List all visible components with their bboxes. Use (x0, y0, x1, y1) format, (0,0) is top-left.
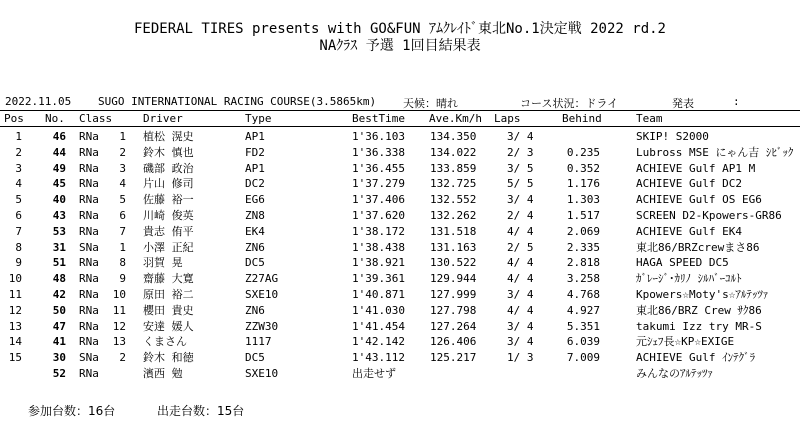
cell-driver: 羽賀 晃 (143, 256, 183, 270)
cell-driver: 小澤 正紀 (143, 240, 194, 254)
cell-besttime: 1'38.438 (352, 240, 405, 254)
starters-count: 出走台数：15台 (157, 404, 245, 418)
cell-behind: 4.768 (566, 287, 600, 301)
cell-avg: 127.264 (430, 319, 477, 333)
cell-behind: 0.235 (566, 145, 600, 159)
cell-behind: 1.517 (566, 208, 600, 222)
course-name: SUGO INTERNATIONAL RACING COURSE(3.5865km) (98, 95, 377, 108)
results-subtitle: NAｸﾗｽ 予選 1回目結果表 (319, 38, 481, 54)
cell-type: ZN8 (245, 208, 265, 222)
cell-team: ACHIEVE Gulf AP1 M (636, 161, 756, 175)
cell-avg: 126.406 (430, 335, 477, 349)
col-no: No. (45, 112, 65, 125)
cell-class: RNa (79, 366, 99, 380)
table-row (0, 241, 800, 257)
cell-class-pos: 2 (119, 145, 126, 159)
table-row (0, 256, 800, 272)
cell-team: みんなのｱﾙﾃｯﾂｧ (636, 366, 713, 380)
cell-laps: 4/ 4 (507, 256, 534, 270)
cell-type: ZN6 (245, 240, 265, 254)
cell-driver: 濱西 勉 (143, 366, 183, 380)
cell-driver: 櫻田 貴史 (143, 303, 194, 317)
cell-driver: 鈴木 慎也 (143, 145, 194, 159)
cell-type: SXE10 (245, 366, 279, 380)
cell-no: 52 (52, 366, 66, 380)
cell-type: DC5 (245, 256, 265, 270)
cell-no: 45 (52, 177, 66, 191)
cell-class: SNa (79, 240, 99, 254)
table-row (0, 193, 800, 209)
cell-pos: 3 (15, 161, 22, 175)
cell-class-pos: 1 (119, 130, 126, 143)
cell-avg: 131.518 (430, 224, 477, 238)
cell-avg: 127.798 (430, 303, 477, 317)
table-row (0, 146, 800, 162)
cell-class: SNa (79, 351, 99, 365)
cell-class-pos: 6 (119, 208, 126, 222)
weather: 天候：晴れ (403, 97, 458, 110)
cell-besttime: 1'42.142 (352, 335, 405, 349)
cell-laps: 4/ 4 (507, 303, 534, 317)
cell-class: RNa (79, 161, 99, 175)
cell-team: 元ｼｪﾌ長☆KP☆EXIGE (636, 335, 735, 349)
cell-no: 42 (52, 287, 66, 301)
cell-pos: 10 (8, 272, 22, 286)
cell-team: Kpowers☆Moty's☆ｱﾙﾃｯﾂｧ (636, 287, 769, 301)
col-laps: Laps (494, 112, 521, 125)
cell-behind: 3.258 (566, 272, 600, 286)
cell-pos: 4 (15, 177, 22, 191)
cell-type: DC2 (245, 177, 265, 191)
cell-avg: 131.163 (430, 240, 477, 254)
cell-class: RNa (79, 130, 99, 143)
cell-driver: 原田 裕二 (143, 287, 194, 301)
cell-class: RNa (79, 145, 99, 159)
column-header (0, 112, 800, 126)
cell-team: ｶﾞﾚｰｼﾞ･ｶﾘﾉ ｼﾙﾊﾞｰｺﾙﾄ (636, 272, 742, 286)
cell-class-pos: 11 (112, 303, 126, 317)
cell-no: 48 (52, 272, 66, 286)
table-row (0, 304, 800, 320)
cell-avg: 125.217 (430, 351, 477, 365)
table-row (0, 162, 800, 178)
track-condition: コース状況：ドライ (520, 97, 619, 110)
cell-no: 51 (52, 256, 66, 270)
cell-besttime: 1'40.871 (352, 287, 405, 301)
cell-class: RNa (79, 335, 99, 349)
cell-avg: 127.999 (430, 287, 477, 301)
cell-type: ZN6 (245, 303, 265, 317)
cell-type: AP1 (245, 161, 265, 175)
cell-laps: 4/ 4 (507, 272, 534, 286)
cell-besttime: 1'36.338 (352, 145, 405, 159)
cell-team: SCREEN D2-Kpowers-GR86 (636, 208, 782, 222)
cell-pos: 9 (15, 256, 22, 270)
cell-class: RNa (79, 319, 99, 333)
cell-class: RNa (79, 272, 99, 286)
cell-class: RNa (79, 256, 99, 270)
announcement-label: 発表 (672, 97, 694, 110)
cell-class-pos: 8 (119, 256, 126, 270)
cell-besttime: 1'36.103 (352, 130, 405, 143)
cell-pos: 8 (15, 240, 22, 254)
cell-behind: 2.069 (566, 224, 600, 238)
cell-behind: 7.009 (566, 351, 600, 365)
cell-no: 46 (52, 130, 66, 143)
col-type: Type (245, 112, 272, 125)
cell-class: RNa (79, 208, 99, 222)
cell-besttime: 1'39.361 (352, 272, 405, 286)
cell-driver: 貴志 侑平 (143, 224, 194, 238)
cell-laps: 1/ 3 (507, 351, 534, 365)
cell-besttime: 1'37.279 (352, 177, 405, 191)
cell-type: 1117 (245, 335, 272, 349)
cell-besttime: 1'36.455 (352, 161, 405, 175)
cell-no: 43 (52, 208, 66, 222)
cell-avg: 130.522 (430, 256, 477, 270)
cell-pos: 1 (15, 130, 22, 143)
col-driver: Driver (143, 112, 183, 125)
cell-laps: 5/ 5 (507, 177, 534, 191)
table-row (0, 367, 800, 383)
cell-avg: 134.022 (430, 145, 477, 159)
cell-avg: 133.859 (430, 161, 477, 175)
table-row (0, 177, 800, 193)
cell-no: 50 (52, 303, 66, 317)
cell-no: 49 (52, 161, 66, 175)
cell-besttime: 出走せず (352, 366, 396, 380)
cell-class-pos: 1 (119, 240, 126, 254)
cell-class: RNa (79, 177, 99, 191)
cell-avg: 129.944 (430, 272, 477, 286)
cell-behind: 1.176 (566, 177, 600, 191)
cell-class-pos: 13 (112, 335, 126, 349)
cell-type: DC5 (245, 351, 265, 365)
table-row (0, 335, 800, 351)
cell-pos: 2 (15, 145, 22, 159)
cell-driver: くまさん (143, 335, 187, 349)
cell-team: HAGA SPEED DC5 (636, 256, 729, 270)
cell-no: 44 (52, 145, 66, 159)
cell-behind: 2.818 (566, 256, 600, 270)
cell-behind: 1.303 (566, 193, 600, 207)
cell-pos: 5 (15, 193, 22, 207)
cell-team: SKIP! S2000 (636, 130, 709, 143)
cell-driver: 齋藤 大寛 (143, 272, 194, 286)
cell-type: Z27AG (245, 272, 279, 286)
cell-driver: 植松 滉史 (143, 130, 194, 143)
cell-type: FD2 (245, 145, 265, 159)
cell-pos: 7 (15, 224, 22, 238)
cell-besttime: 1'38.172 (352, 224, 405, 238)
cell-class-pos: 12 (112, 319, 126, 333)
cell-laps: 2/ 5 (507, 240, 534, 254)
col-team: Team (636, 112, 663, 125)
cell-no: 40 (52, 193, 66, 207)
cell-besttime: 1'37.406 (352, 193, 405, 207)
cell-behind: 5.351 (566, 319, 600, 333)
cell-class-pos: 9 (119, 272, 126, 286)
cell-team: ACHIEVE Gulf DC2 (636, 177, 742, 191)
event-date: 2022.11.05 (5, 95, 72, 108)
cell-driver: 安達 媛人 (143, 319, 194, 333)
cell-driver: 鈴木 和徳 (143, 351, 194, 365)
cell-laps: 3/ 4 (507, 335, 534, 349)
cell-driver: 磯部 政治 (143, 161, 194, 175)
cell-class: RNa (79, 287, 99, 301)
table-row (0, 130, 800, 146)
cell-team: 東北86/BRZcrewまさ86 (636, 240, 760, 254)
col-avg: Ave.Km/h (429, 112, 482, 125)
cell-laps: 3/ 5 (507, 161, 534, 175)
cell-class-pos: 4 (119, 177, 126, 191)
table-row (0, 209, 800, 225)
cell-behind: 6.039 (566, 335, 600, 349)
cell-pos: 13 (8, 319, 22, 333)
table-row (0, 320, 800, 336)
cell-no: 31 (52, 240, 66, 254)
col-behind: Behind (562, 112, 602, 125)
table-row (0, 351, 800, 367)
header-top-rule (0, 110, 800, 111)
cell-laps: 3/ 4 (507, 319, 534, 333)
cell-laps: 3/ 4 (507, 193, 534, 207)
announcement-time: : (733, 95, 740, 108)
cell-no: 41 (52, 335, 66, 349)
cell-no: 30 (52, 351, 66, 365)
cell-class-pos: 10 (112, 287, 126, 301)
cell-no: 47 (52, 319, 66, 333)
cell-laps: 2/ 3 (507, 145, 534, 159)
cell-no: 53 (52, 224, 66, 238)
cell-laps: 3/ 4 (507, 130, 534, 143)
cell-behind: 2.335 (566, 240, 600, 254)
cell-team: ACHIEVE Gulf ｲﾝﾃｸﾞﾗ (636, 351, 756, 365)
cell-besttime: 1'41.030 (352, 303, 405, 317)
cell-driver: 佐藤 裕一 (143, 193, 194, 207)
cell-team: takumi Izz try MR-S (636, 319, 762, 333)
cell-class-pos: 3 (119, 161, 126, 175)
cell-besttime: 1'43.112 (352, 351, 405, 365)
cell-pos: 15 (8, 351, 22, 365)
cell-pos: 12 (8, 303, 22, 317)
cell-type: EK4 (245, 224, 265, 238)
cell-laps: 2/ 4 (507, 208, 534, 222)
cell-class-pos: 5 (119, 193, 126, 207)
cell-avg: 134.350 (430, 130, 477, 143)
table-row (0, 288, 800, 304)
cell-besttime: 1'37.620 (352, 208, 405, 222)
cell-team: Lubross MSE にゃん吉 ｼﾋﾞｯｸ (636, 145, 794, 159)
cell-type: EG6 (245, 193, 265, 207)
table-row (0, 225, 800, 241)
results-table (0, 130, 800, 383)
cell-driver: 川崎 俊英 (143, 208, 194, 222)
cell-class-pos: 2 (119, 351, 126, 365)
cell-besttime: 1'41.454 (352, 319, 405, 333)
cell-class: RNa (79, 224, 99, 238)
col-pos: Pos (4, 112, 24, 125)
cell-pos: 6 (15, 208, 22, 222)
cell-avg: 132.725 (430, 177, 477, 191)
entries-count: 参加台数：16台 (28, 404, 116, 418)
cell-class: RNa (79, 303, 99, 317)
cell-team: ACHIEVE Gulf EK4 (636, 224, 742, 238)
table-row (0, 272, 800, 288)
cell-laps: 4/ 4 (507, 224, 534, 238)
cell-besttime: 1'38.921 (352, 256, 405, 270)
cell-type: SXE10 (245, 287, 279, 301)
header-bottom-rule (0, 126, 800, 127)
cell-type: ZZW30 (245, 319, 279, 333)
cell-avg: 132.262 (430, 208, 477, 222)
cell-class-pos: 7 (119, 224, 126, 238)
cell-behind: 0.352 (566, 161, 600, 175)
cell-behind: 4.927 (566, 303, 600, 317)
col-class: Class (79, 112, 113, 125)
cell-pos: 11 (8, 287, 22, 301)
cell-team: 東北86/BRZ Crew ｻｸ86 (636, 303, 762, 317)
cell-pos: 14 (8, 335, 22, 349)
cell-type: AP1 (245, 130, 265, 143)
col-besttime: BestTime (352, 112, 405, 125)
cell-team: ACHIEVE Gulf OS EG6 (636, 193, 762, 207)
results-title: FEDERAL TIRES presents with GO&FUN ｱﾑｸﾚｲﾄﾞ東北No.1決定戦 2022 rd.2 (133, 21, 666, 37)
cell-class: RNa (79, 193, 99, 207)
cell-avg: 132.552 (430, 193, 477, 207)
cell-laps: 3/ 4 (507, 287, 534, 301)
cell-driver: 片山 修司 (143, 177, 194, 191)
